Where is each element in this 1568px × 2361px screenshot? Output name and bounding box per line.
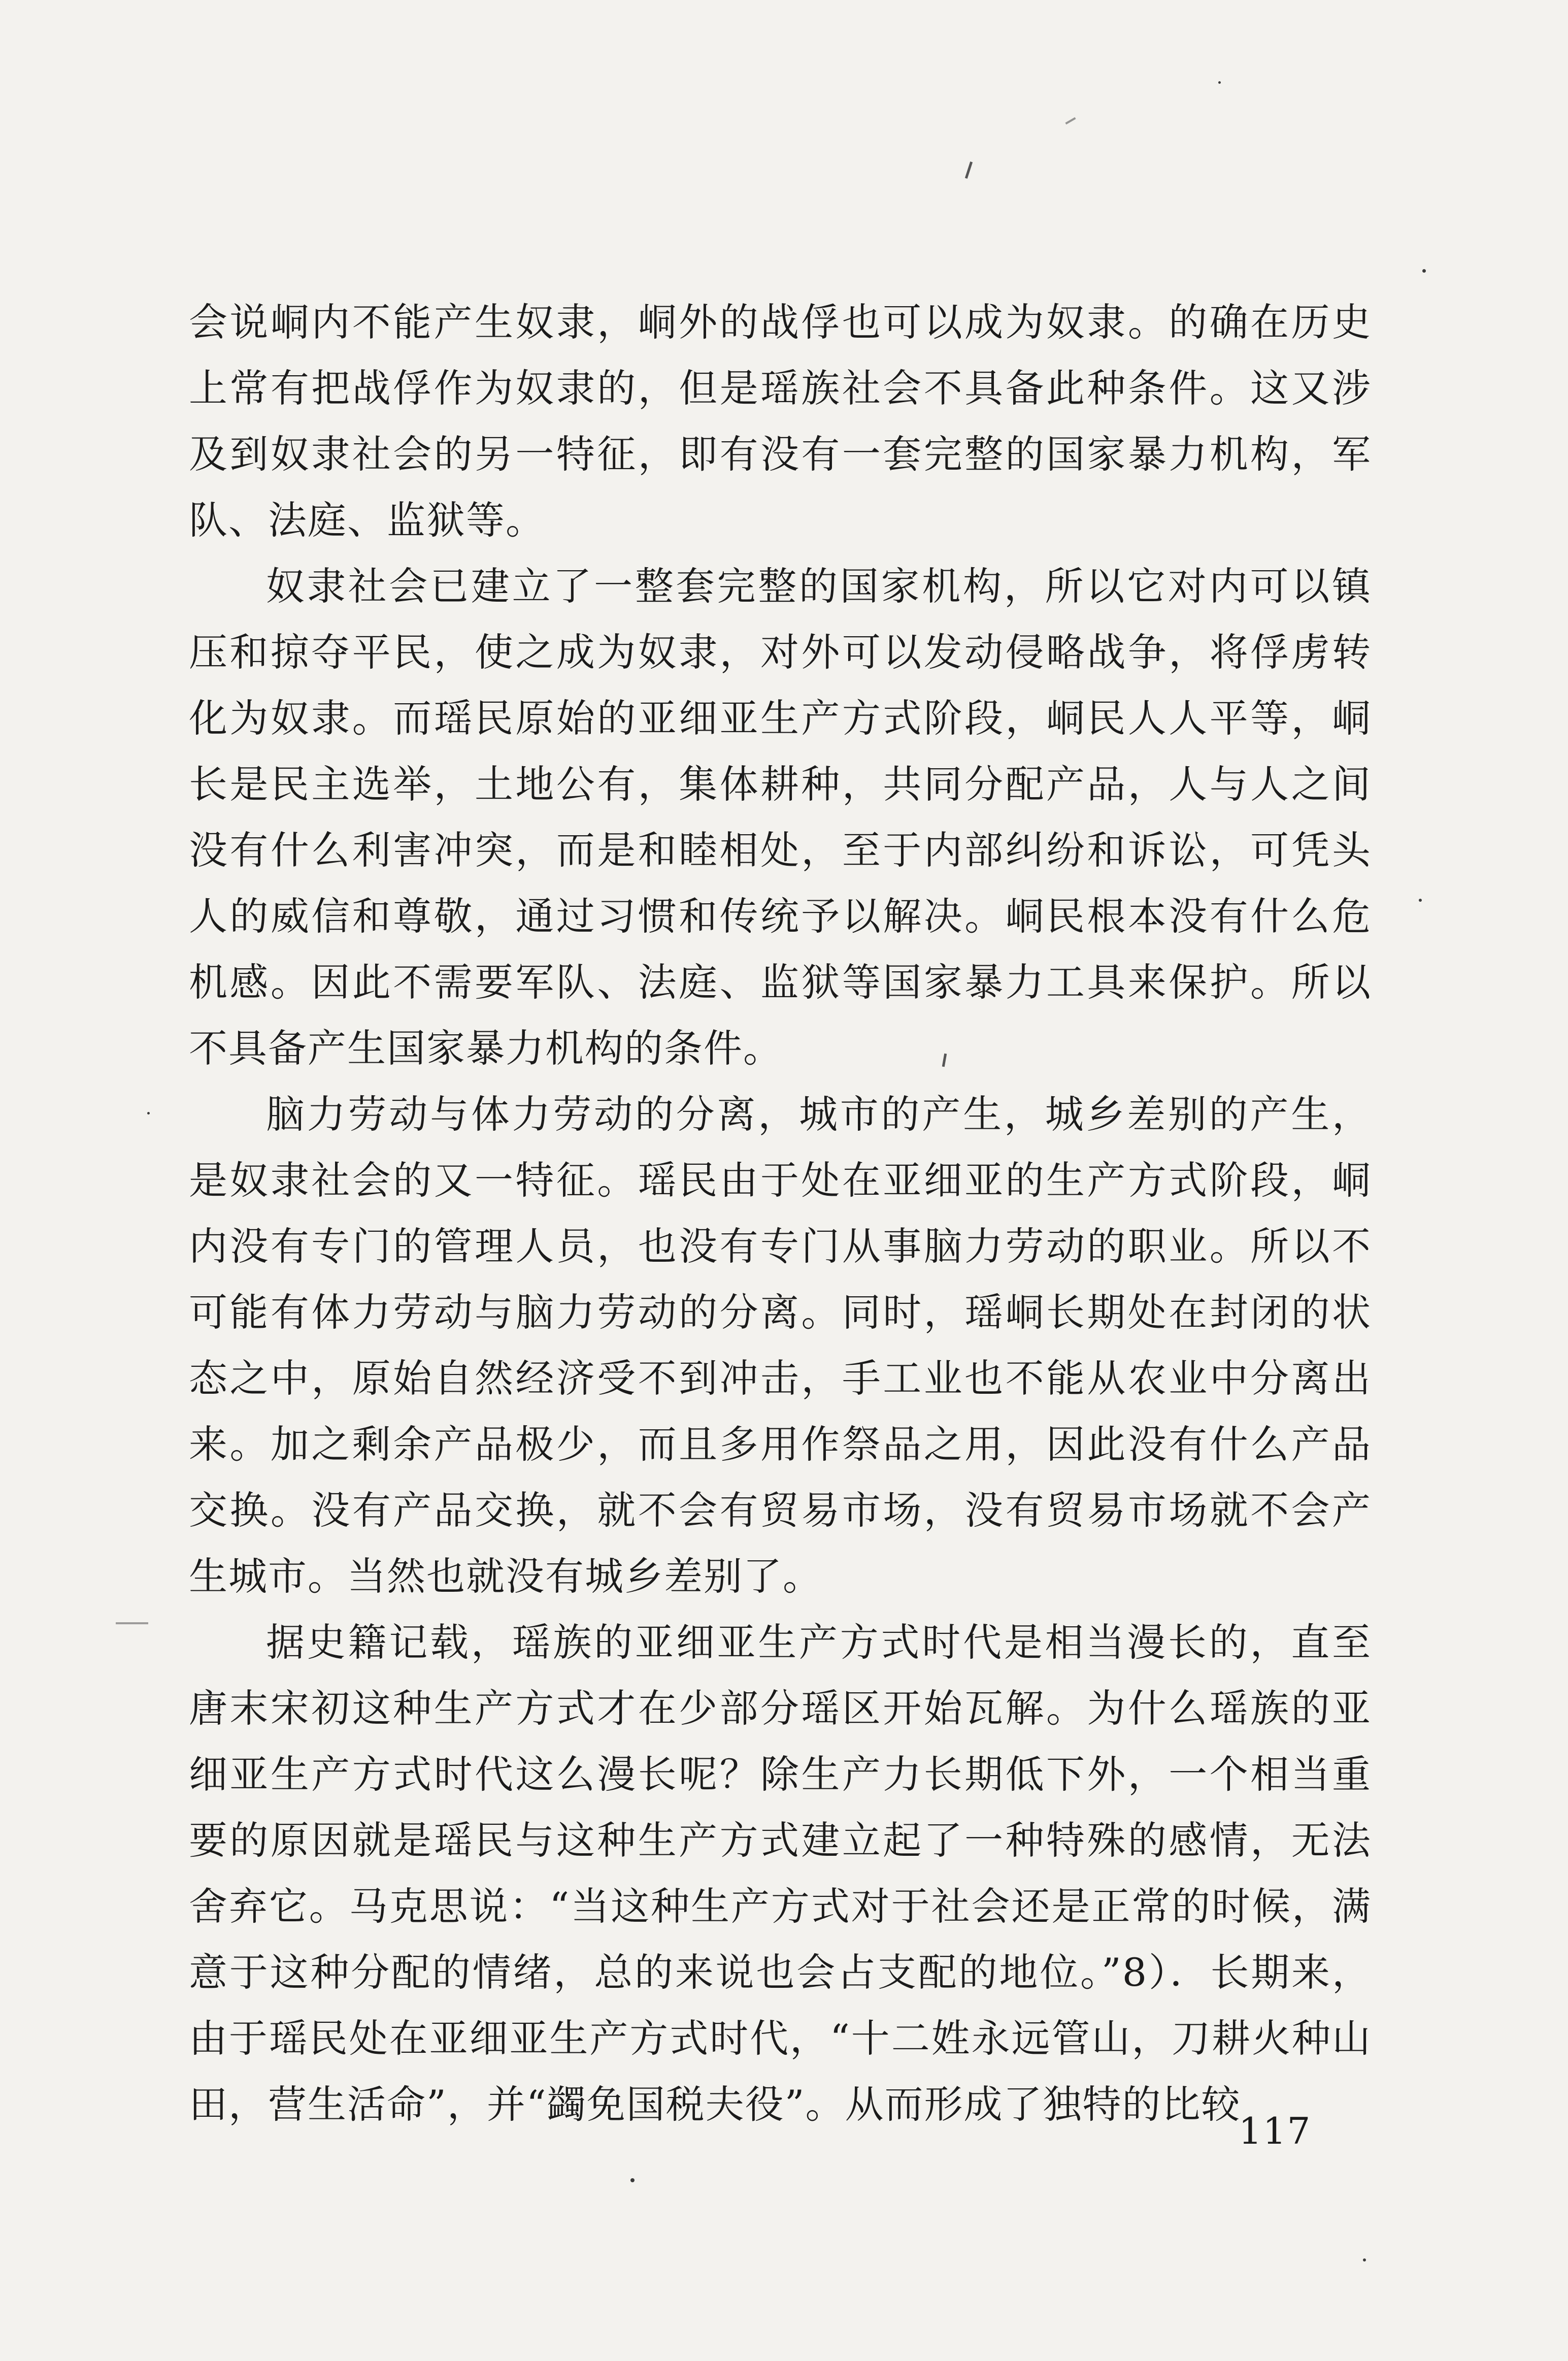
scan-speck [1422, 269, 1426, 273]
body-text [189, 289, 1372, 2138]
scan-speck [1363, 2258, 1366, 2261]
scan-mark [965, 161, 973, 179]
paragraph-1: 会说峒内不能产生奴隶，峒外的战俘也可以成为奴隶。的确在历史上常有把战俘作为奴隶的，但是瑶族社会不具备此种条件。这又涉及到奴隶社会的另一特征，即有没有一套完整的国家暴力机构，军队、法庭、监狱等。 [189, 300, 1372, 543]
page-number: 117 [1239, 2110, 1312, 2152]
scan-mark [116, 1622, 148, 1624]
scan-speck [1218, 81, 1221, 84]
scan-speck [147, 1112, 150, 1114]
paragraph-4: 据史籍记载，瑶族的亚细亚生产方式时代是相当漫长的，直至唐末宋初这种生产方式才在少部分瑶区开始瓦解。为什么瑶族的亚细亚生产方式时代这么漫长呢？除生产力长期低下外，一个相当重要的原因就是瑶民与这种生产方式建立起了一种特殊的感情，无法舍弃它。马克思说：“当这种生产方式对于社会还是正常的时候，满意于这种分配的情绪，总的来说也会占支配的地位。”8）．长期来，由于瑶民处在亚细亚生产方式时代，“十二姓永远管山，刀耕火种山田，营生活命”，并“蠲免国税夫役”。从而形成了独特的比较 [189, 1620, 1372, 2127]
scan-speck [630, 2178, 635, 2182]
scan-mark [1065, 117, 1076, 124]
scan-speck [1419, 899, 1422, 902]
paragraph-3: 脑力劳动与体力劳动的分离，城市的产生，城乡差别的产生，是奴隶社会的又一特征。瑶民由于处在亚细亚的生产方式阶段，峒内没有专门的管理人员，也没有专门从事脑力劳动的职业。所以不可能有体力劳动与脑力劳动的分离。同时，瑶峒长期处在封闭的状态之中，原始自然经济受不到冲击，手工业也不能从农业中分离出来。加之剩余产品极少，而且多用作祭品之用，因此没有什么产品交换。没有产品交换，就不会有贸易市场，没有贸易市场就不会产生城市。当然也就没有城乡差别了。 [189, 1092, 1372, 1599]
paragraph-2: 奴隶社会已建立了一整套完整的国家机构，所以它对内可以镇压和掠夺平民，使之成为奴隶，对外可以发动侵略战争，将俘虏转化为奴隶。而瑶民原始的亚细亚生产方式阶段，峒民人人平等，峒长是民主选举，土地公有，集体耕种，共同分配产品，人与人之间没有什么利害冲突，而是和睦相处，至于内部纠纷和诉讼，可凭头人的威信和尊敬，通过习惯和传统予以解决。峒民根本没有什么危机感。因此不需要军队、法庭、监狱等国家暴力工具来保护。所以不具备产生国家暴力机构的条件。 [189, 564, 1372, 1071]
